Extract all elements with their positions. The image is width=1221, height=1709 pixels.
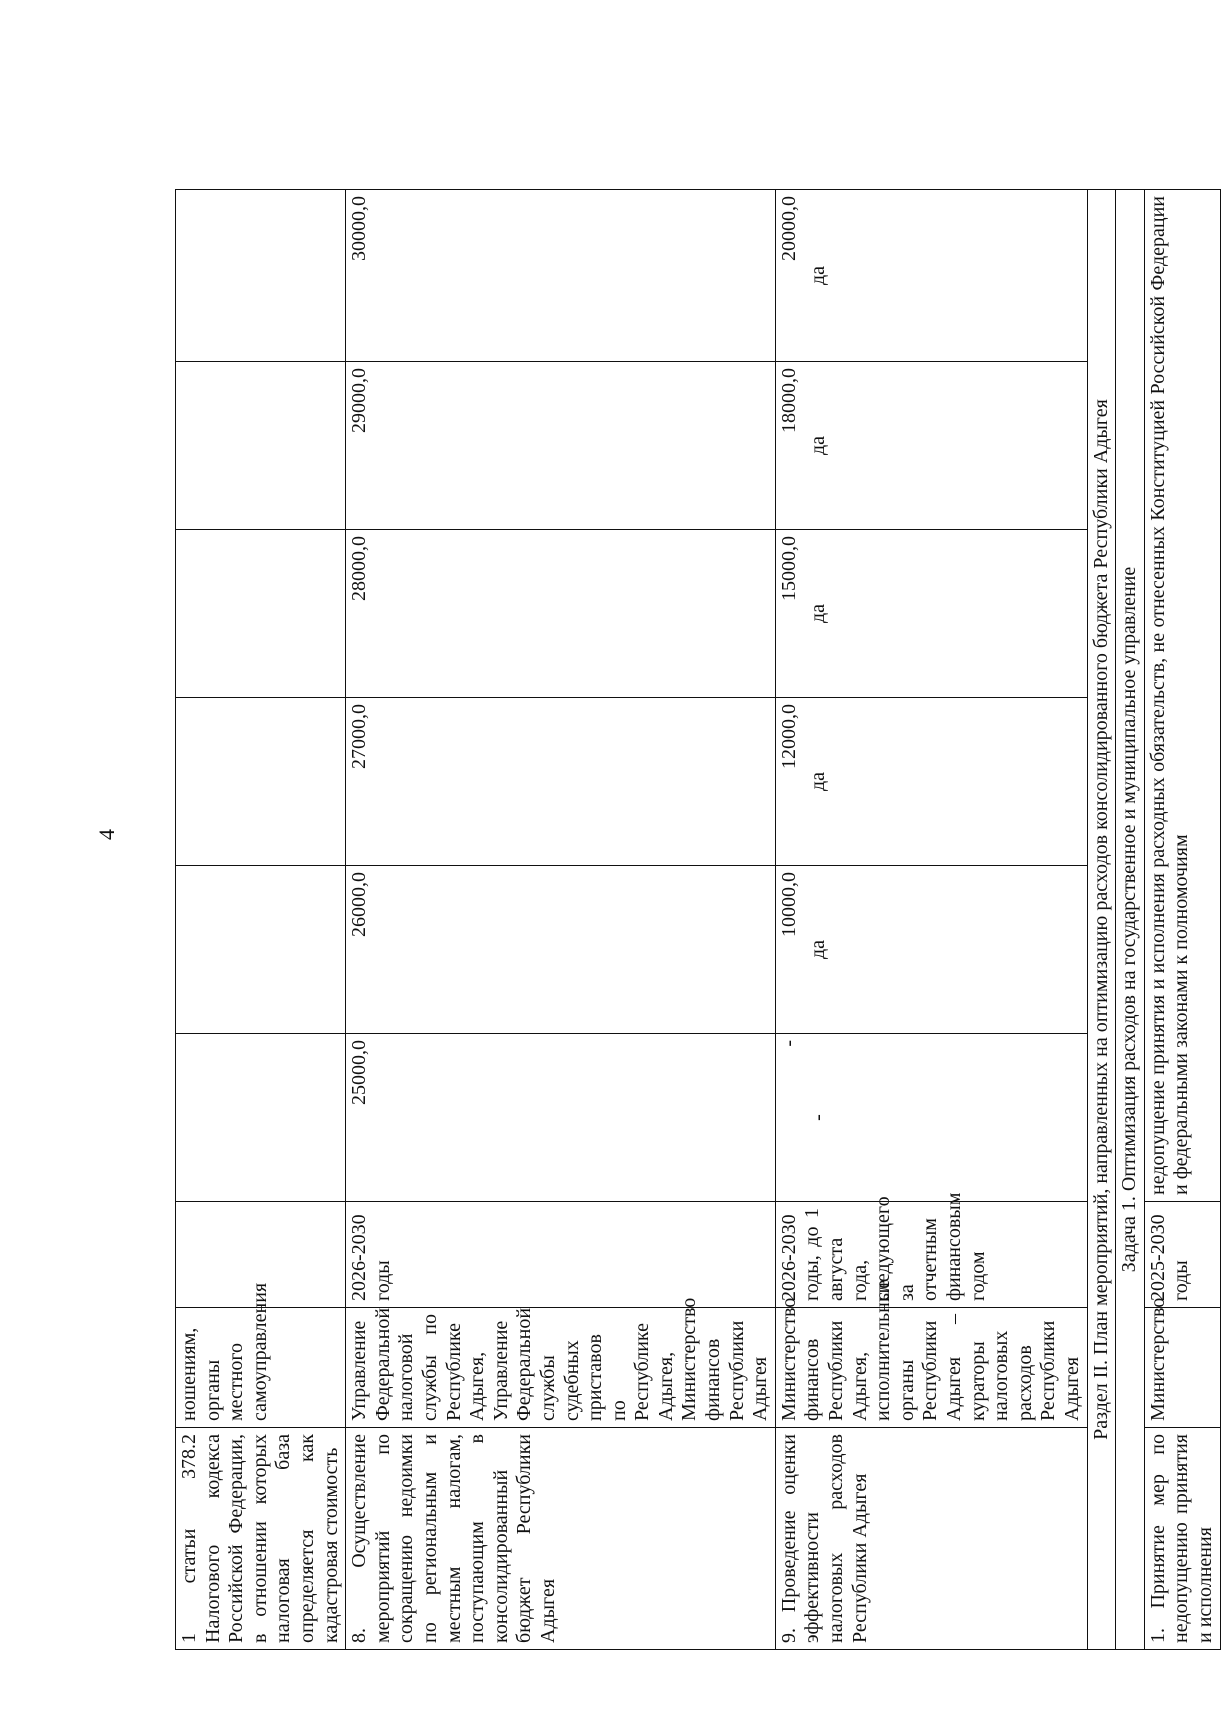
- value-2026: [346, 866, 776, 1034]
- flag-text: да: [807, 435, 830, 456]
- flag-text: -: [807, 1114, 830, 1121]
- measures-table: [175, 189, 1221, 1650]
- value-2029: [346, 362, 776, 530]
- value-2026: [176, 866, 346, 1034]
- flag-text: да: [807, 603, 830, 624]
- value-2030: [346, 190, 776, 362]
- executor-cell: Министерство: [1144, 1308, 1220, 1428]
- measure-cell: 8. Осуществление мероприятий по сокращению недоимки по региональным и местным налогам, поступающим в консолидированный бюджет Республики Адыгея: [346, 1428, 776, 1650]
- value-2025: [346, 1034, 776, 1202]
- value-2029: [775, 362, 1087, 530]
- value-2027: [775, 698, 1087, 866]
- value-2027: [176, 698, 346, 866]
- term-cell: 2026-2030 годы, до 1 августа года, следующего за отчетным финансовым годом: [775, 1202, 1087, 1308]
- value-text: 26000,0: [348, 872, 371, 937]
- table-row: [775, 190, 1087, 1650]
- flag-text: да: [807, 771, 830, 792]
- flag-text: да: [807, 265, 830, 286]
- executor-cell: ношениям, органы местного самоуправления: [176, 1308, 346, 1428]
- measure-cell: 1. Принятие мер по недопущению принятия и исполнения: [1144, 1428, 1220, 1650]
- term-cell: 2025-2030 годы: [1144, 1202, 1220, 1308]
- value-text: 27000,0: [348, 704, 371, 769]
- table-row: [1144, 190, 1220, 1650]
- value-text: 15000,0: [777, 536, 800, 601]
- measure-cell: 1 статьи 378.2 Налогового кодекса Российской Федерации, в отношении которых налоговая база определяется как кадастровая стоимость: [176, 1428, 346, 1650]
- executor-cell: Министерство финансов Республики Адыгея, исполнительные органы Республики Адыгея – кураторы налоговых расходов Республики Адыгея: [775, 1308, 1087, 1428]
- value-text: 10000,0: [777, 872, 800, 937]
- value-2030: [775, 190, 1087, 362]
- value-2026: [775, 866, 1087, 1034]
- value-text: 28000,0: [348, 536, 371, 601]
- value-text: 25000,0: [348, 1040, 371, 1105]
- value-2025: [176, 1034, 346, 1202]
- page-number: 4: [94, 829, 119, 840]
- value-text: 18000,0: [777, 368, 800, 433]
- rotated-table-sheet: [175, 190, 1216, 1650]
- value-text: 20000,0: [777, 196, 800, 261]
- value-2027: [346, 698, 776, 866]
- value-text: 29000,0: [348, 368, 371, 433]
- flag-text: да: [807, 939, 830, 960]
- value-2028: [775, 530, 1087, 698]
- value-text: -: [777, 1040, 800, 1047]
- value-2025: [775, 1034, 1087, 1202]
- value-text: 12000,0: [777, 704, 800, 769]
- section-title: Раздел II. План мероприятий, направленных на оптимизацию расходов консолидированного бюджета Республики Адыгея: [1087, 190, 1116, 1650]
- section-row: [1087, 190, 1116, 1650]
- description-cell: недопущение принятия и исполнения расходных обязательств, не отнесенных Конституцией Российской Федерации и федеральными законами к полномочиям: [1144, 190, 1220, 1202]
- value-2030: [176, 190, 346, 362]
- term-cell: 2026-2030 годы: [346, 1202, 776, 1308]
- table-row: [346, 190, 776, 1650]
- measure-cell: 9. Проведение оценки эффективности налоговых расходов Республики Адыгея: [775, 1428, 1087, 1650]
- task-title: Задача 1. Оптимизация расходов на государственное и муниципальное управление: [1116, 190, 1145, 1650]
- executor-cell: Управление Федеральной налоговой службы по Республике Адыгея, Управление Федеральной службы судебных приставов по Республике Адыгея, Министерство финансов Республики Адыгея: [346, 1308, 776, 1428]
- table-row: [176, 190, 346, 1650]
- value-text: 30000,0: [348, 196, 371, 261]
- value-2029: [176, 362, 346, 530]
- value-2028: [346, 530, 776, 698]
- task-row: [1116, 190, 1145, 1650]
- value-2028: [176, 530, 346, 698]
